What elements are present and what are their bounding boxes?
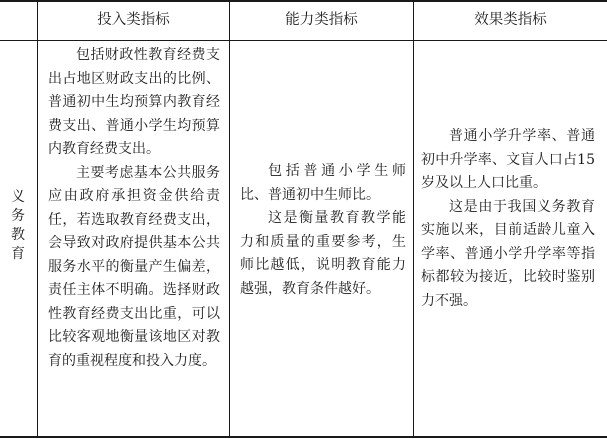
input-indicators-definition: 包括财政性教育经费支出占地区财政支出的比例、普通初中生均预算内教育经费支出、普通小学生均预算内教育经费支出。 xyxy=(48,47,220,157)
row-label-compulsory-education xyxy=(0,188,36,264)
row-label-char: 务 xyxy=(11,208,25,224)
table-top-rule xyxy=(0,0,607,2)
row-label-char: 教 xyxy=(11,227,25,243)
capacity-indicators-rationale: 这是衡量教育教学能力和质量的重要参考，生师比越低，说明教育能力越强，教育条件越好。 xyxy=(240,210,406,297)
header-input-indicators: 投入类指标 xyxy=(97,12,170,28)
outcome-indicators-definition: 普通小学升学率、普通初中升学率、文盲人口占15岁及以上人口比重。 xyxy=(421,128,595,191)
column-rule-1 xyxy=(37,0,38,438)
capacity-indicators-definition: 包括普通小学生师比、普通初中生师比。 xyxy=(240,163,406,203)
outcome-indicators-rationale: 这是由于我国义务教育实施以来，目前适龄儿童入学率、普通小学升学率等指标都较为接近，比较时鉴别力不强。 xyxy=(421,198,595,309)
header-capacity-indicators: 能力类指标 xyxy=(285,12,358,28)
input-indicators-cell xyxy=(48,44,220,373)
outcome-indicators-cell xyxy=(421,125,595,313)
column-rule-2 xyxy=(229,0,230,438)
input-indicators-rationale: 主要考虑基本公共服务应由政府承担资金供给责任，若选取教育经费支出，会导致对政府提供基本公共服务水平的衡量产生偏差，责任主体不明确。选择财政性教育经费支出比重，可以比较客观地衡量该地区对教育的重视程度和投入力度。 xyxy=(48,164,220,369)
row-label-char: 义 xyxy=(11,189,25,205)
capacity-indicators-cell xyxy=(240,160,406,301)
table-bottom-rule xyxy=(0,436,607,438)
column-rule-3 xyxy=(413,0,414,438)
header-outcome-indicators: 效果类指标 xyxy=(474,12,547,28)
header-rule xyxy=(0,40,607,41)
row-label-char: 育 xyxy=(11,246,25,262)
